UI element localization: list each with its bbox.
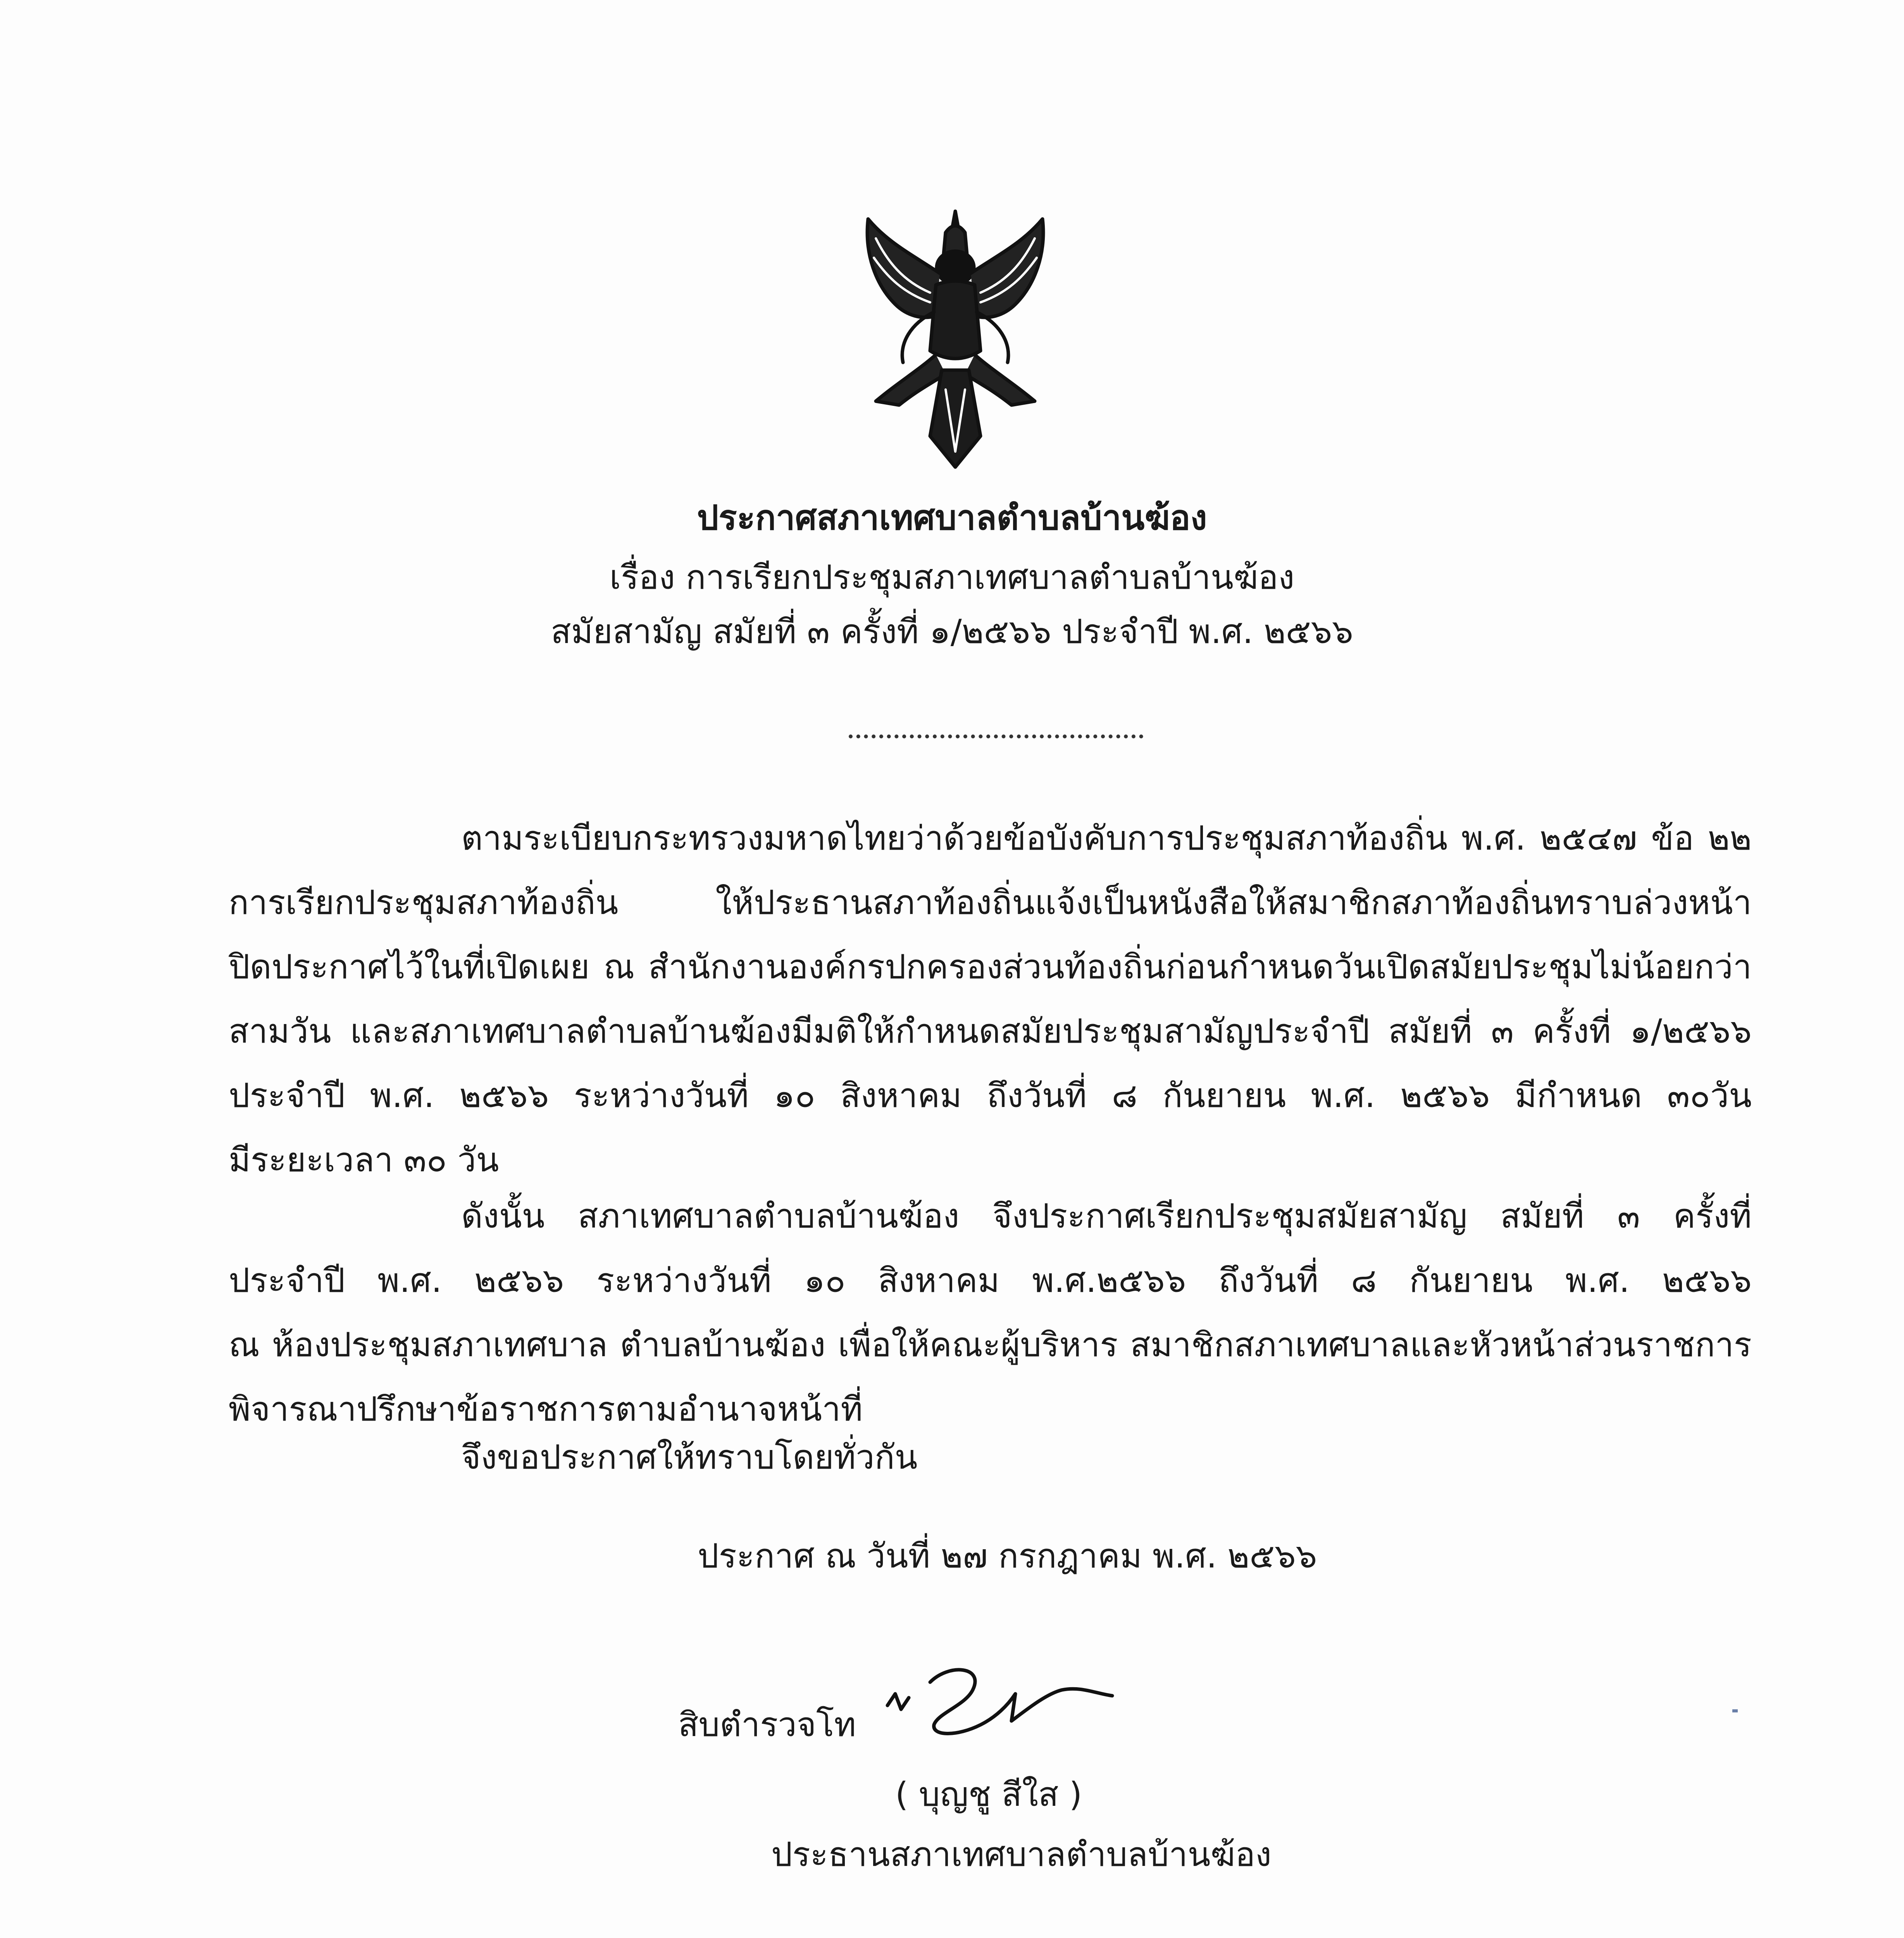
scan-speck	[1732, 1709, 1738, 1712]
handwritten-signature	[880, 1647, 1120, 1748]
paragraph-1	[229, 806, 1752, 1192]
signatory-rank: สิบตำรวจโท	[678, 1705, 856, 1744]
paragraph-2	[229, 1184, 1752, 1441]
paragraph-line: การเรียกประชุมสภาท้องถิ่น ให้ประธานสภาท้องถิ่นแจ้งเป็นหนังสือให้สมาชิกสภาท้องถิ่นทราบล่วงหน้า	[229, 883, 1752, 922]
garuda-emblem-icon	[853, 196, 1058, 473]
paragraph-line: ตามระเบียบกระทรวงมหาดไทยว่าด้วยข้อบังคับการประชุมสภาท้องถิ่น พ.ศ. ๒๕๔๗ ข้อ ๒๒	[461, 819, 1752, 858]
paragraph-line: ดังนั้น สภาเทศบาลตำบลบ้านฆ้อง จึงประกาศเรียกประชุมสมัยสามัญ สมัยที่ ๓ ครั้งที่	[461, 1197, 1752, 1236]
paragraph-line: มีระยะเวลา ๓๐ วัน	[229, 1141, 499, 1179]
paragraph-line: ประจำปี พ.ศ. ๒๕๖๖ ระหว่างวันที่ ๑๐ สิงหาคม ถึงวันที่ ๘ กันยายน พ.ศ. ๒๕๖๖ มีกำหนด ๓๐วัน	[229, 1076, 1752, 1115]
closing-statement: จึงขอประกาศให้ทราบโดยทั่วกัน	[461, 1438, 918, 1477]
paragraph-line: ณ ห้องประชุมสภาเทศบาล ตำบลบ้านฆ้อง เพื่อให้คณะผู้บริหาร สมาชิกสภาเทศบาลและหัวหน้าส่วนราชการ	[229, 1326, 1752, 1364]
signatory-position: ประธานสภาเทศบาลตำบลบ้านฆ้อง	[771, 1835, 1272, 1874]
paragraph-line: ปิดประกาศไว้ในที่เปิดเผย ณ สำนักงานองค์กรปกครองส่วนท้องถิ่นก่อนกำหนดวันเปิดสมัยประชุมไม่น้อยกว่า	[229, 948, 1752, 986]
announcement-subject: เรื่อง การเรียกประชุมสภาเทศบาลตำบลบ้านฆ้อง	[609, 558, 1295, 597]
paragraph-line: พิจารณาปรึกษาข้อราชการตามอำนาจหน้าที่	[229, 1390, 863, 1429]
announcement-date: ประกาศ ณ วันที่ ๒๗ กรกฎาคม พ.ศ. ๒๕๖๖	[698, 1537, 1317, 1576]
paragraph-line: สามวัน และสภาเทศบาลตำบลบ้านฆ้องมีมติให้กำหนดสมัยประชุมสามัญประจำปี สมัยที่ ๓ ครั้งที่ ๑/๒๕๖๖	[229, 1012, 1752, 1051]
announcement-session: สมัยสามัญ สมัยที่ ๓ ครั้งที่ ๑/๒๕๖๖ ประจำปี พ.ศ. ๒๕๖๖	[551, 612, 1353, 651]
announcement-title: ประกาศสภาเทศบาลตำบลบ้านฆ้อง	[697, 498, 1207, 538]
signatory-name: ( บุญชู สีใส )	[895, 1775, 1082, 1814]
dotted-separator	[849, 735, 1143, 738]
paragraph-line: ประจำปี พ.ศ. ๒๕๖๖ ระหว่างวันที่ ๑๐ สิงหาคม พ.ศ.๒๕๖๖ ถึงวันที่ ๘ กันยายน พ.ศ. ๒๕๖๖	[229, 1261, 1752, 1300]
